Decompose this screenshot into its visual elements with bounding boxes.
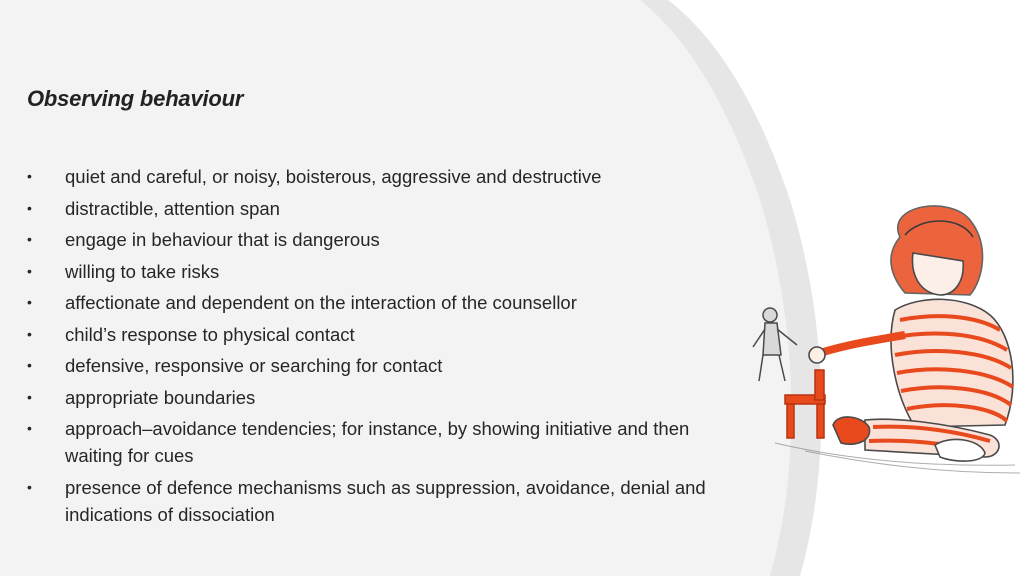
bullet-text: appropriate boundaries (65, 386, 256, 408)
bullet-text: defensive, responsive or searching for contact (65, 355, 443, 376)
slide-title: Observing behaviour (27, 86, 244, 111)
bullet-text: willing to take risks (65, 260, 220, 282)
bullet-text: approach–avoidance tendencies; for instance, by showing initiative and then waiting for cues (65, 418, 690, 466)
bullet-list (27, 163, 747, 532)
list-item (27, 226, 747, 253)
bullet-text: engage in behaviour that is dangerous (65, 229, 380, 250)
list-item (27, 163, 747, 190)
bullet-marker: • (27, 199, 32, 216)
list-item (27, 474, 747, 528)
bullet-marker: • (27, 294, 32, 310)
bullet-text: presence of defence mechanisms such as suppression, avoidance, denial and indications of dissociation (65, 476, 706, 525)
toy-chair (785, 370, 825, 438)
toy-figure (753, 308, 797, 381)
bullet-marker: • (27, 388, 32, 405)
list-item (27, 258, 747, 285)
list-item (27, 289, 747, 316)
child-playing-with-toys-illustration (745, 195, 1024, 495)
bullet-text: quiet and careful, or noisy, boisterous, aggressive and destructive (65, 166, 602, 187)
bullet-text: affectionate and dependent on the interaction of the counsellor (65, 292, 577, 313)
list-item (27, 321, 747, 348)
list-item (27, 195, 747, 222)
bullet-text: distractible, attention span (65, 197, 280, 219)
bullet-text: child’s response to physical contact (65, 323, 355, 345)
list-item (27, 415, 747, 469)
bullet-marker: • (27, 168, 32, 184)
list-item (27, 352, 747, 379)
bullet-marker: • (27, 231, 32, 247)
bullet-marker: • (27, 325, 32, 342)
child (809, 206, 1013, 461)
bullet-marker: • (27, 478, 32, 495)
list-item (27, 384, 747, 411)
bullet-marker: • (27, 262, 32, 279)
bullet-marker: • (27, 420, 32, 436)
bullet-marker: • (27, 357, 32, 373)
